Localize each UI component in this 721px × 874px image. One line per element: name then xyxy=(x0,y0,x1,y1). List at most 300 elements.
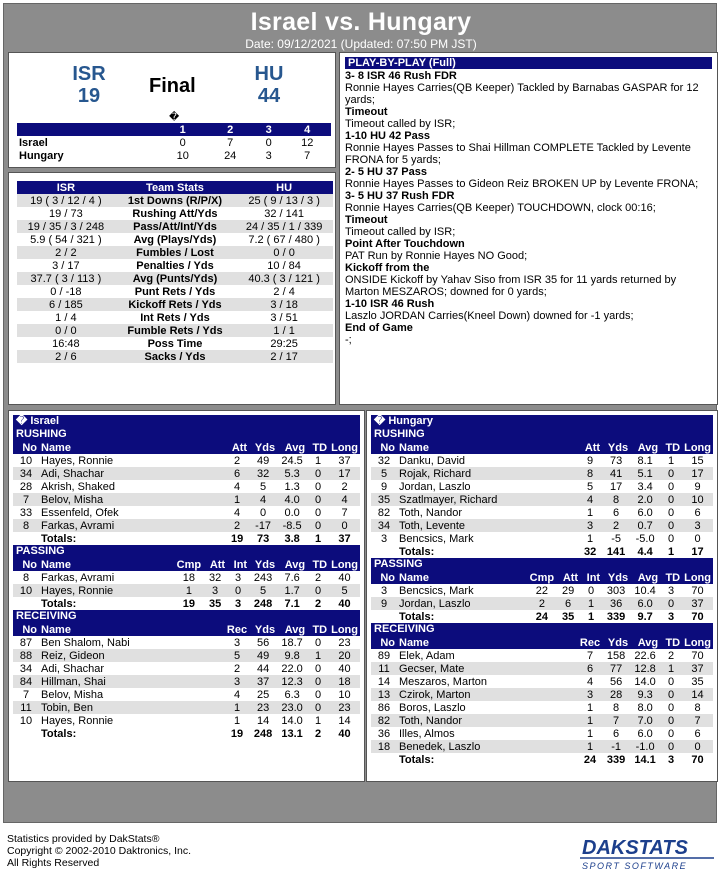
isr-passing-cell: 10 xyxy=(13,584,39,597)
hu-rushing-cell: 4 xyxy=(578,493,602,506)
play-description: ONSIDE Kickoff by Yahav Siso from ISR 35 for 11 yards returned by Marton MESZAROS; downed for 0 yards; xyxy=(345,274,677,298)
linescore-cell: 7 xyxy=(227,136,234,149)
hu-receiving-cell: Benedek, Laszlo xyxy=(397,740,578,753)
linescore-header-cell: 2 xyxy=(206,123,253,136)
isr-stat-value: 19 / 35 / 3 / 248 xyxy=(17,220,115,233)
hu-rushing-cell: 34 xyxy=(371,519,397,532)
hu-passing-header-cell: Name xyxy=(397,571,528,584)
hu-receiving-cell: 18 xyxy=(371,740,397,753)
home-team-score: 19 xyxy=(77,85,101,107)
isr-rushing-cell: 32 xyxy=(249,467,277,480)
isr-passing-header-cell: Cmp xyxy=(176,558,202,571)
stat-label: Penalties / Yds xyxy=(136,259,214,272)
hu-receiving-cell: 35 xyxy=(691,675,704,688)
hu-rushing-cell: Bencsics, Mark xyxy=(399,532,474,545)
hu-rushing-cell: 2 xyxy=(602,519,630,532)
isr-receiving-row xyxy=(13,688,360,701)
hu-receiving-header-cell: Rec xyxy=(579,636,601,649)
isr-stat-value: 37.7 ( 3 / 113 ) xyxy=(17,272,115,285)
isr-passing-table xyxy=(13,558,360,610)
isr-passing-cell: 18 xyxy=(182,571,195,584)
hu-rushing-cell: 82 xyxy=(377,506,391,519)
stat-label: Pass/Att/Int/Yds xyxy=(115,220,235,233)
hu-receiving-cell: 7 xyxy=(682,714,713,727)
hu-rushing-row xyxy=(371,467,713,480)
hu-receiving-cell: 0 xyxy=(668,701,675,714)
hu-receiving-cell: 9.3 xyxy=(630,688,660,701)
hu-stat-value: 29:25 xyxy=(270,337,298,350)
team-stats-row xyxy=(17,259,333,272)
away-team-score: 44 xyxy=(257,85,281,107)
hu-receiving-cell: 36 xyxy=(377,727,391,740)
hu-passing-cell: 37 xyxy=(682,597,713,610)
isr-rushing-cell: 1 xyxy=(315,454,322,467)
isr-receiving-cell: 18 xyxy=(329,675,360,688)
hu-receiving-cell: 6 xyxy=(578,662,602,675)
hu-receiving-cell: 56 xyxy=(609,675,623,688)
isr-receiving-header-cell: Yds xyxy=(249,623,277,636)
hu-passing-header-cell: Yds xyxy=(602,571,630,584)
stat-label: Avg (Plays/Yds) xyxy=(133,233,217,246)
hu-receiving-cell: 13 xyxy=(371,688,397,701)
hu-rushing-cell: 0 xyxy=(660,519,682,532)
hu-receiving-total-cell: 24 xyxy=(583,753,597,766)
hu-rushing-row xyxy=(371,480,713,493)
hu-rushing-cell: 17 xyxy=(609,480,623,493)
hungary-stat-tables xyxy=(371,428,713,766)
hu-rushing-row xyxy=(371,493,713,506)
isr-rushing-cell: 4.0 xyxy=(277,493,307,506)
isr-receiving-cell: 1 xyxy=(233,714,241,727)
isr-passing-total-cell: 35 xyxy=(208,597,222,610)
isr-rushing-cell: 0 xyxy=(307,519,329,532)
isr-receiving-cell: 0 xyxy=(315,636,322,649)
isr-receiving-row xyxy=(13,649,360,662)
hu-rushing-cell: 3 xyxy=(578,519,602,532)
hu-passing-total-cell: 70 xyxy=(691,610,704,623)
hu-rushing-section-title: RUSHING xyxy=(371,428,713,441)
hu-receiving-cell: Toth, Nandor xyxy=(397,714,578,727)
isr-receiving-cell: 34 xyxy=(19,662,33,675)
page-subtitle: Date: 09/12/2021 (Updated: 07:50 PM JST) xyxy=(245,37,477,51)
isr-rushing-total-cell xyxy=(13,532,39,545)
hu-passing-header-cell: Long xyxy=(684,571,711,584)
isr-receiving-cell: Hayes, Ronnie xyxy=(41,714,114,727)
stat-label: Avg (Punts/Yds) xyxy=(115,272,235,285)
isr-rushing-header-cell: Yds xyxy=(249,441,277,454)
hu-receiving-row xyxy=(371,740,713,753)
hu-rushing-cell: 41 xyxy=(602,467,630,480)
hu-rushing-cell: 0 xyxy=(668,532,675,545)
isr-receiving-cell: 3 xyxy=(225,675,249,688)
isr-receiving-cell: 7 xyxy=(22,688,30,701)
isr-passing-header xyxy=(13,558,360,571)
hu-receiving-total-cell xyxy=(371,753,397,766)
isr-rushing-cell: 10 xyxy=(19,454,33,467)
isr-receiving-cell: 14.0 xyxy=(281,714,303,727)
isr-receiving-cell: Reiz, Gideon xyxy=(39,649,225,662)
hu-receiving-cell: 8 xyxy=(613,701,620,714)
isr-receiving-cell: 49 xyxy=(249,649,277,662)
isr-receiving-cell: 1 xyxy=(225,701,249,714)
isr-passing-header-cell: Int xyxy=(227,558,249,571)
hu-rushing-cell: 0 xyxy=(694,532,701,545)
hu-passing-total-cell: 35 xyxy=(561,610,575,623)
isr-rushing-cell: 0 xyxy=(307,493,329,506)
hu-receiving-cell: -1 xyxy=(602,740,630,753)
report-frame xyxy=(3,3,717,823)
hu-stat-value: 40.3 ( 3 / 121 ) xyxy=(235,272,333,285)
play-heading: 1-10 HU 42 Pass xyxy=(345,130,430,142)
hu-receiving-cell: 11 xyxy=(371,662,397,675)
isr-passing-row xyxy=(13,571,360,584)
play-heading: End of Game xyxy=(345,322,413,334)
isr-rushing-cell: 5.3 xyxy=(277,467,307,480)
hu-rushing-cell: 6.0 xyxy=(637,506,653,519)
isr-rushing-row xyxy=(13,454,360,467)
isr-rushing-table xyxy=(13,441,360,545)
page-title: Israel vs. Hungary xyxy=(250,8,472,36)
isr-rushing-cell: 0.0 xyxy=(284,506,300,519)
play-description: Ronnie Hayes Carries(QB Keeper) TOUCHDOWN, clock 00:16; xyxy=(345,202,656,214)
footer-rights: All Rights Reserved xyxy=(7,857,100,869)
isr-rushing-row xyxy=(13,467,360,480)
hu-rushing-cell: 0 xyxy=(668,480,675,493)
hu-receiving-total-cell: 70 xyxy=(691,753,704,766)
play-heading: 1-10 ISR 46 Rush xyxy=(345,298,435,310)
hu-passing-total-cell: 24 xyxy=(535,610,548,623)
isr-passing-total-cell xyxy=(13,597,39,610)
hu-passing-cell: 6 xyxy=(556,597,580,610)
isr-receiving-row xyxy=(13,662,360,675)
team-stats-row xyxy=(17,350,333,363)
isr-receiving-total-cell: 19 xyxy=(230,727,244,740)
hu-stat-value: 0 / 0 xyxy=(235,246,333,259)
hu-stat-value: 7.2 ( 67 / 480 ) xyxy=(248,233,320,246)
hu-rushing-total-cell: 4.4 xyxy=(637,545,653,558)
hu-stat-value: 3 / 18 xyxy=(235,298,333,311)
team-stats-table xyxy=(17,181,333,363)
hu-rushing-cell: 5 xyxy=(371,467,397,480)
isr-passing-total-cell: Totals: xyxy=(41,597,77,610)
hu-rushing-total-cell: 32 xyxy=(583,545,597,558)
isr-rushing-cell: Belov, Misha xyxy=(39,493,225,506)
play-heading: Kickoff from the xyxy=(345,262,430,274)
hu-rushing-header-cell: Long xyxy=(684,441,711,454)
play-description: Laszlo JORDAN Carries(Kneel Down) downed for -1 yards; xyxy=(345,310,634,322)
isr-receiving-row xyxy=(13,714,360,727)
isr-receiving-cell: 23.0 xyxy=(277,701,307,714)
hu-rushing-header xyxy=(371,441,713,454)
team-stats-row xyxy=(17,194,333,207)
linescore-header-cell: 4 xyxy=(283,123,331,136)
hu-rushing-header-cell: No xyxy=(371,441,397,454)
team-stats-row xyxy=(17,324,333,337)
footer-credit: Statistics provided by DakStats® xyxy=(7,833,160,845)
isr-passing-total-cell: 19 xyxy=(182,597,195,610)
hu-rushing-cell: -5.0 xyxy=(635,532,655,545)
linescore-table xyxy=(17,123,331,162)
isr-passing-cell: 8 xyxy=(22,571,30,584)
isr-receiving-cell: Belov, Misha xyxy=(41,688,104,701)
hu-passing-header xyxy=(371,571,713,584)
isr-receiving-cell: 12.3 xyxy=(277,675,307,688)
isr-rushing-cell: 1.3 xyxy=(284,480,300,493)
stat-label: 1st Downs (R/P/X) xyxy=(115,194,235,207)
play-by-play-list xyxy=(345,70,712,346)
isr-receiving-total-cell: 2 xyxy=(315,727,322,740)
hu-receiving-cell: 14 xyxy=(682,688,713,701)
hu-receiving-total-cell: 3 xyxy=(668,753,675,766)
isr-rushing-cell: 37 xyxy=(338,454,351,467)
isr-passing-total-cell: 3 xyxy=(235,597,242,610)
team-stats-row xyxy=(17,311,333,324)
hu-receiving-cell: 28 xyxy=(602,688,630,701)
team-stats-row xyxy=(17,337,333,350)
isr-passing-cell: 3 xyxy=(203,584,227,597)
israel-boxscore xyxy=(8,410,365,782)
isr-rushing-cell: 2 xyxy=(234,454,241,467)
hu-rushing-table xyxy=(371,441,713,558)
hu-rushing-total-cell xyxy=(371,545,397,558)
isr-rushing-total-cell: 3.8 xyxy=(284,532,300,545)
hu-receiving-cell: Gecser, Mate xyxy=(397,662,578,675)
linescore-row xyxy=(17,149,331,162)
hu-passing-cell: 36 xyxy=(602,597,630,610)
isr-passing-cell: 243 xyxy=(253,571,273,584)
team-stats-row xyxy=(17,285,333,298)
game-status: Final xyxy=(149,75,196,97)
hu-passing-header-cell: Int xyxy=(580,571,602,584)
isr-receiving-cell: 14 xyxy=(338,714,351,727)
isr-receiving-cell: 3 xyxy=(233,636,241,649)
isr-passing-header-cell: Yds xyxy=(249,558,277,571)
hu-rushing-header-cell: Avg xyxy=(630,441,660,454)
hu-rushing-cell: 1 xyxy=(668,454,675,467)
isr-receiving-header-cell: Rec xyxy=(226,623,248,636)
isr-stat-value: 3 / 17 xyxy=(52,259,80,272)
hu-rushing-cell: 5.1 xyxy=(630,467,660,480)
hu-passing-cell: 6.0 xyxy=(630,597,660,610)
hu-receiving-cell: 1 xyxy=(578,714,602,727)
isr-rushing-cell: 4 xyxy=(234,480,241,493)
hu-receiving-cell: 1 xyxy=(578,740,602,753)
isr-stat-value: 2 / 6 xyxy=(17,350,115,363)
team-stats-row xyxy=(17,298,333,311)
scoreboard-panel xyxy=(8,52,336,168)
isr-rushing-cell: 4 xyxy=(249,493,277,506)
hu-receiving-cell: 0 xyxy=(660,714,682,727)
isr-passing-header-cell: Avg xyxy=(277,558,307,571)
isr-rushing-total-cell: 1 xyxy=(315,532,322,545)
team-stats-row xyxy=(17,220,333,233)
isr-receiving-cell: 11 xyxy=(13,701,39,714)
hu-receiving-cell: 86 xyxy=(377,701,391,714)
isr-rushing-row xyxy=(13,506,360,519)
linescore-header xyxy=(17,123,331,136)
hu-receiving-table xyxy=(371,636,713,766)
isr-rushing-cell: 0 xyxy=(260,506,267,519)
hu-rushing-cell: 6 xyxy=(694,506,701,519)
team-stats-panel xyxy=(8,172,336,405)
hu-receiving-header xyxy=(371,636,713,649)
isr-rushing-total-cell: Totals: xyxy=(41,532,77,545)
isr-receiving-total-cell xyxy=(13,727,39,740)
hu-stat-value: 10 / 84 xyxy=(267,259,301,272)
hu-receiving-cell: 7 xyxy=(586,649,594,662)
isr-receiving-cell: 84 xyxy=(13,675,39,688)
linescore-cell: 12 xyxy=(301,136,314,149)
hu-receiving-cell: 0 xyxy=(660,688,682,701)
hu-receiving-cell: 1 xyxy=(660,662,682,675)
hu-receiving-cell: 14 xyxy=(377,675,391,688)
isr-receiving-cell: 6.3 xyxy=(284,688,300,701)
play-heading: 3- 8 ISR 46 Rush FDR xyxy=(345,70,457,82)
hu-receiving-cell: 4 xyxy=(586,675,594,688)
isr-receiving-cell: 0 xyxy=(315,662,322,675)
hu-passing-row xyxy=(371,584,713,597)
hu-rushing-cell: -5 xyxy=(611,532,621,545)
hu-passing-cell: 70 xyxy=(691,584,704,597)
isr-passing-total-cell: 2 xyxy=(315,597,322,610)
isr-receiving-cell: 56 xyxy=(256,636,270,649)
hu-receiving-cell: 0 xyxy=(668,727,675,740)
hu-passing-header-cell: Cmp xyxy=(529,571,555,584)
isr-rushing-total-cell: 73 xyxy=(256,532,270,545)
hu-rushing-cell: 3 xyxy=(380,532,388,545)
isr-receiving-cell: 2 xyxy=(233,662,241,675)
hu-receiving-cell: 7 xyxy=(602,714,630,727)
hu-rushing-cell: 1 xyxy=(587,532,594,545)
hu-rushing-cell: Jordan, Laszlo xyxy=(399,480,471,493)
isr-rushing-cell: Essenfeld, Ofek xyxy=(41,506,119,519)
team-stats-header-cell: ISR xyxy=(17,181,115,194)
isr-stat-value: 19 / 73 xyxy=(49,207,83,220)
isr-receiving-total-cell: 248 xyxy=(253,727,273,740)
hu-receiving-cell: 77 xyxy=(602,662,630,675)
hu-receiving-cell: 22.6 xyxy=(634,649,656,662)
hu-receiving-row xyxy=(371,675,713,688)
hu-rushing-cell: 6 xyxy=(613,506,620,519)
play-description: Ronnie Hayes Passes to Gideon Reiz BROKEN UP by Levente FRONA; xyxy=(345,178,699,190)
hu-rushing-cell: 3.4 xyxy=(637,480,653,493)
isr-receiving-cell: 0 xyxy=(307,675,329,688)
hu-passing-header-cell: Avg xyxy=(630,571,660,584)
hu-rushing-cell: 10 xyxy=(682,493,713,506)
isr-passing-cell: 5 xyxy=(249,584,277,597)
hu-rushing-cell: 35 xyxy=(371,493,397,506)
hu-rushing-cell: 8 xyxy=(578,467,602,480)
hu-receiving-header-cell: Yds xyxy=(602,636,630,649)
hu-rushing-cell: 73 xyxy=(609,454,623,467)
hu-receiving-header-cell: Avg xyxy=(630,636,660,649)
isr-rushing-cell: Adi, Shachar xyxy=(39,467,225,480)
play-description: Timeout called by ISR; xyxy=(345,118,456,130)
isr-receiving-cell: Tobin, Ben xyxy=(39,701,225,714)
isr-passing-header-cell: Att xyxy=(203,558,227,571)
isr-rushing-cell: 8 xyxy=(13,519,39,532)
isr-passing-cell: 5 xyxy=(329,584,360,597)
hu-passing-header-cell: Att xyxy=(556,571,580,584)
isr-rushing-cell: 24.5 xyxy=(281,454,303,467)
isr-receiving-total-cell: Totals: xyxy=(41,727,77,740)
hu-passing-header-cell: No xyxy=(371,571,397,584)
hu-receiving-cell: 70 xyxy=(691,649,704,662)
hu-passing-cell: 1 xyxy=(580,597,602,610)
isr-rushing-cell: 5 xyxy=(260,480,267,493)
team-stats-row xyxy=(17,246,333,259)
isr-rushing-cell: 4 xyxy=(234,506,241,519)
isr-stat-value: 0 / -18 xyxy=(50,285,82,298)
isr-passing-row xyxy=(13,584,360,597)
isr-receiving-cell: 88 xyxy=(13,649,39,662)
play-description: Ronnie Hayes Passes to Shai Hillman COMPLETE Tackled by Levente FRONA for 5 yards; xyxy=(345,142,691,166)
linescore-cell: 0 xyxy=(265,136,272,149)
isr-rushing-header-cell: TD xyxy=(307,441,329,454)
stat-label: Fumbles / Lost xyxy=(115,246,235,259)
isr-rushing-cell: 0 xyxy=(315,480,322,493)
isr-passing-header-cell: Long xyxy=(331,558,358,571)
hu-receiving-cell: 6.0 xyxy=(637,727,653,740)
stat-label: Punt Rets / Yds xyxy=(134,285,216,298)
isr-rushing-cell: 6 xyxy=(225,467,249,480)
isr-rushing-section-title: RUSHING xyxy=(13,428,360,441)
hu-rushing-cell: Toth, Nandor xyxy=(399,506,462,519)
isr-receiving-cell: 0 xyxy=(315,688,322,701)
dakstats-logo xyxy=(578,834,718,874)
hu-stat-value: 32 / 141 xyxy=(264,207,304,220)
hu-passing-cell: Bencsics, Mark xyxy=(399,584,474,597)
isr-receiving-cell: Adi, Shachar xyxy=(41,662,104,675)
hu-rushing-totals xyxy=(371,545,713,558)
isr-receiving-row xyxy=(13,636,360,649)
linescore-header-cell xyxy=(17,123,159,136)
hu-passing-cell: 29 xyxy=(561,584,575,597)
linescore-row xyxy=(17,136,331,149)
hu-receiving-row xyxy=(371,649,713,662)
hu-receiving-row xyxy=(371,714,713,727)
hu-rushing-cell: 9 xyxy=(694,480,701,493)
isr-rushing-cell: 49 xyxy=(256,454,270,467)
hu-receiving-cell: 37 xyxy=(682,662,713,675)
isr-receiving-table xyxy=(13,623,360,740)
hu-rushing-cell: 17 xyxy=(682,467,713,480)
team-stats-row xyxy=(17,207,333,220)
isr-stat-value: 2 / 2 xyxy=(17,246,115,259)
hu-receiving-cell: 158 xyxy=(606,649,626,662)
home-team-abbr: ISR xyxy=(72,63,106,85)
hu-rushing-total-cell: 1 xyxy=(668,545,675,558)
hu-receiving-row xyxy=(371,701,713,714)
isr-passing-cell: 32 xyxy=(208,571,222,584)
isr-rushing-row xyxy=(13,480,360,493)
isr-passing-totals xyxy=(13,597,360,610)
isr-rushing-header-cell: Long xyxy=(331,441,358,454)
isr-passing-total-cell: 248 xyxy=(253,597,273,610)
logo-text: DAKSTATS xyxy=(582,837,688,859)
hu-receiving-cell: 2 xyxy=(668,649,675,662)
hu-rushing-cell: 15 xyxy=(691,454,704,467)
isr-receiving-total-cell: 40 xyxy=(338,727,351,740)
hu-receiving-cell: 8.0 xyxy=(637,701,653,714)
hu-receiving-section-title: RECEIVING xyxy=(371,623,713,636)
isr-receiving-cell: 23 xyxy=(338,636,351,649)
linescore-cell: Israel xyxy=(19,136,48,149)
hu-rushing-cell: 2.0 xyxy=(630,493,660,506)
hu-rushing-cell: 0 xyxy=(660,467,682,480)
team-stats-header-cell: HU xyxy=(235,181,333,194)
isr-passing-cell: 7.6 xyxy=(284,571,300,584)
